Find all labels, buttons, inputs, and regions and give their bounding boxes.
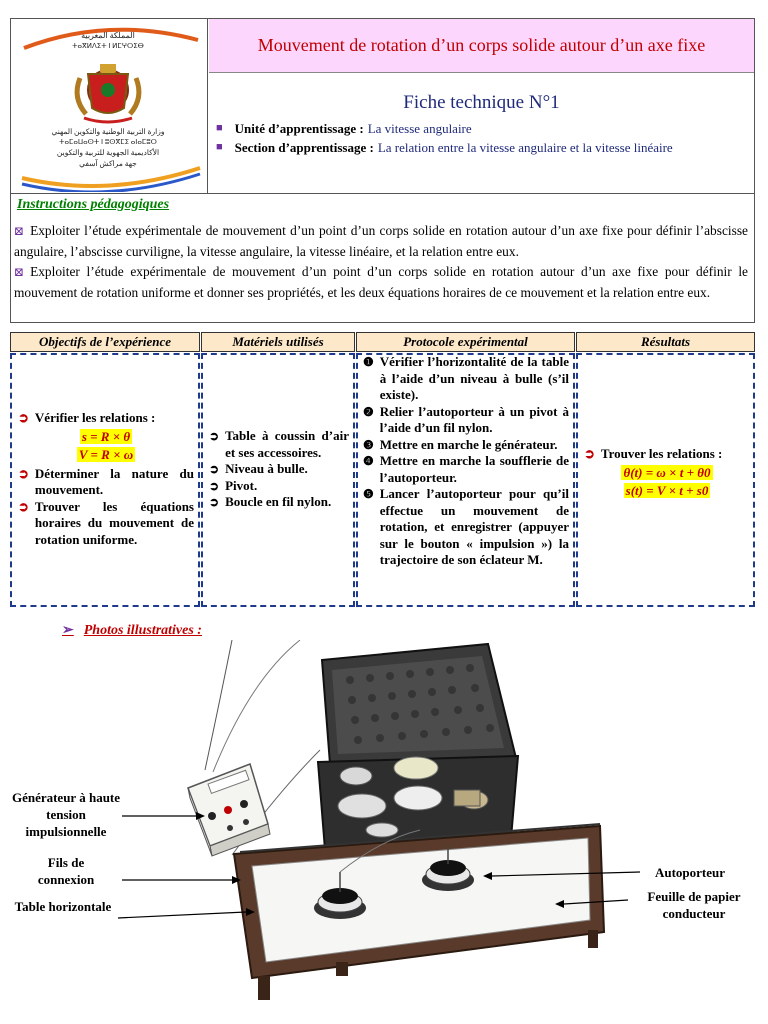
arrow-icon: ➲ [209, 462, 220, 476]
label-generateur: Générateur à haute tension impulsionnelle [11, 790, 121, 839]
arrow-icon: ➲ [584, 446, 595, 461]
number-2-icon: ❷ [363, 404, 374, 419]
instructions-title: Instructions pédagogiques [17, 197, 170, 212]
equation-s: s = R × θ [81, 428, 131, 444]
section-value: La relation entre la vitesse angulaire et la vitesse linéaire [377, 140, 673, 155]
list-item: ❷ Relier l’autoporteur à un pivot à l’aide d’un fil nylon. [363, 403, 569, 435]
list-item: ➲ Vérifier les relations : [18, 410, 156, 425]
list-item: ➲ Niveau à bulle. [209, 461, 308, 476]
instruction-paragraph-1: ⊠ Exploiter l’étude expérimentale de mouvement d’un point d’un corps solide en rotation autour d’un axe fixe pour définir l’abscisse angulaire, l’abscisse curviligne, la vitesse angulaire, la vitesse linéaire, et la relation entre eux. [14, 223, 748, 259]
instruction-paragraph-2: ⊠ Exploiter l’étude expérimentale de mouvement d’un point d’un corps solide en rotation autour d’un axe fixe pour définir le mouvement de rotation uniforme et donner ses propriétés, et les deux équations horaires de ce mouvement et la relation entre eux. [14, 264, 748, 300]
label-autoporteur: Autoporteur [654, 865, 726, 880]
protocole-cell [363, 354, 569, 569]
equation-s-t: s(t) = V × t + s0 [625, 483, 709, 498]
arrow-icon: ➲ [18, 498, 29, 514]
number-4-icon: ❹ [363, 454, 374, 468]
equation-theta: θ(t) = ω × t + θ0 [623, 464, 711, 480]
arrow-icon: ➲ [18, 465, 29, 481]
arrow-icon: ➲ [209, 478, 220, 493]
svg-text:الأكاديمية الجهوية للتربية وال: الأكاديمية الجهوية للتربية والتكوين [56, 148, 160, 157]
header-objectifs: Objectifs de l’expérience [10, 332, 200, 352]
main-title-band [209, 19, 754, 73]
ministry-logo-cell [10, 18, 208, 194]
unite-value: La vitesse angulaire [367, 121, 472, 136]
objectifs-cell [18, 410, 194, 548]
section-row [216, 140, 751, 156]
list-item: ➲ Boucle en fil nylon. [209, 494, 332, 509]
header-materiels: Matériels utilisés [201, 332, 355, 352]
arrow-bullet-icon: ➢ [62, 623, 74, 638]
header-protocole: Protocole expérimental [356, 332, 575, 352]
envelope-icon: ⊠ [14, 265, 25, 279]
label-feuille: Feuille de papier conducteur [647, 889, 741, 921]
square-bullet-icon: ■ [216, 141, 223, 153]
photos-title: ➢ Photos illustratives : [62, 623, 202, 638]
svg-text:ⵜⴰⵎⴰⵡⴰⵙⵜ ⵏ ⵓⵙⴳⵎⵉ ⴰⵏⴰⵎⵓⵔ: ⵜⴰⵎⴰⵡⴰⵙⵜ ⵏ ⵓⵙⴳⵎⵉ ⴰⵏⴰⵎⵓⵔ [59, 138, 157, 146]
number-5-icon: ❺ [363, 487, 374, 501]
list-item: ➲ Déterminer la nature du mouvement. [18, 465, 194, 497]
learning-info [216, 121, 751, 159]
list-item: ➲ Trouver les équations horaires du mouvement de rotation uniforme. [18, 498, 194, 547]
generator-icon [188, 764, 270, 856]
resultats-cell [584, 446, 750, 500]
envelope-icon: ⊠ [14, 224, 25, 238]
number-3-icon: ❸ [363, 437, 374, 452]
equation-v: V = R × ω [78, 447, 134, 462]
list-item: ❺ Lancer l’autoporteur pour qu’il effectue un mouvement de rotation, et enregistrer (appuyer sur le bouton « impulsion ») la trajectoire de son éclateur M. [363, 486, 569, 567]
coat-of-arms-icon [77, 64, 139, 122]
air-table-icon [234, 824, 604, 1000]
unite-row [216, 121, 751, 137]
svg-text:جهة مراكش آسفي: جهة مراكش آسفي [79, 159, 137, 168]
label-fils: Fils de connexion [37, 855, 95, 887]
section-label: Section d’apprentissage : [234, 140, 374, 155]
list-item: ❶ Vérifier l’horizontalité de la table à l’aide d’un niveau à bulle (s’il existe). [363, 354, 569, 402]
arrow-icon: ➲ [209, 429, 220, 443]
svg-text:المملكة المغربية: المملكة المغربية [81, 31, 135, 40]
svg-text:وزارة التربية الوطنية والتكوين: وزارة التربية الوطنية والتكوين المهني [51, 127, 165, 136]
square-bullet-icon: ■ [216, 122, 223, 134]
svg-text:ⵜⴰⴳⵍⴷⵉⵜ ⵏ ⵍⵎⵖⵔⵉⴱ: ⵜⴰⴳⵍⴷⵉⵜ ⵏ ⵍⵎⵖⵔⵉⴱ [72, 42, 144, 50]
header-resultats: Résultats [576, 332, 755, 352]
fiche-title: Fiche technique N°1 [403, 92, 560, 113]
list-item: ❹ Mettre en marche la soufflerie de l’autoporteur. [363, 453, 569, 485]
arrow-icon: ➲ [18, 410, 29, 425]
list-item: ➲ Trouver les relations : [584, 446, 723, 461]
label-table: Table horizontale [14, 899, 112, 914]
unite-label: Unité d’apprentissage : [234, 121, 364, 136]
list-item: ➲ Table à coussin d’air et ses accessoires. [209, 428, 349, 460]
list-item: ➲ Pivot. [209, 477, 258, 493]
list-item: ❸ Mettre en marche le générateur. [363, 436, 558, 452]
arrow-icon: ➲ [209, 495, 220, 509]
carrying-case-icon [318, 644, 518, 862]
number-1-icon: ❶ [363, 355, 374, 369]
ministry-logo [10, 18, 206, 192]
main-title: Mouvement de rotation d’un corps solide autour d’un axe fixe [257, 35, 706, 55]
materiels-cell [209, 428, 349, 511]
